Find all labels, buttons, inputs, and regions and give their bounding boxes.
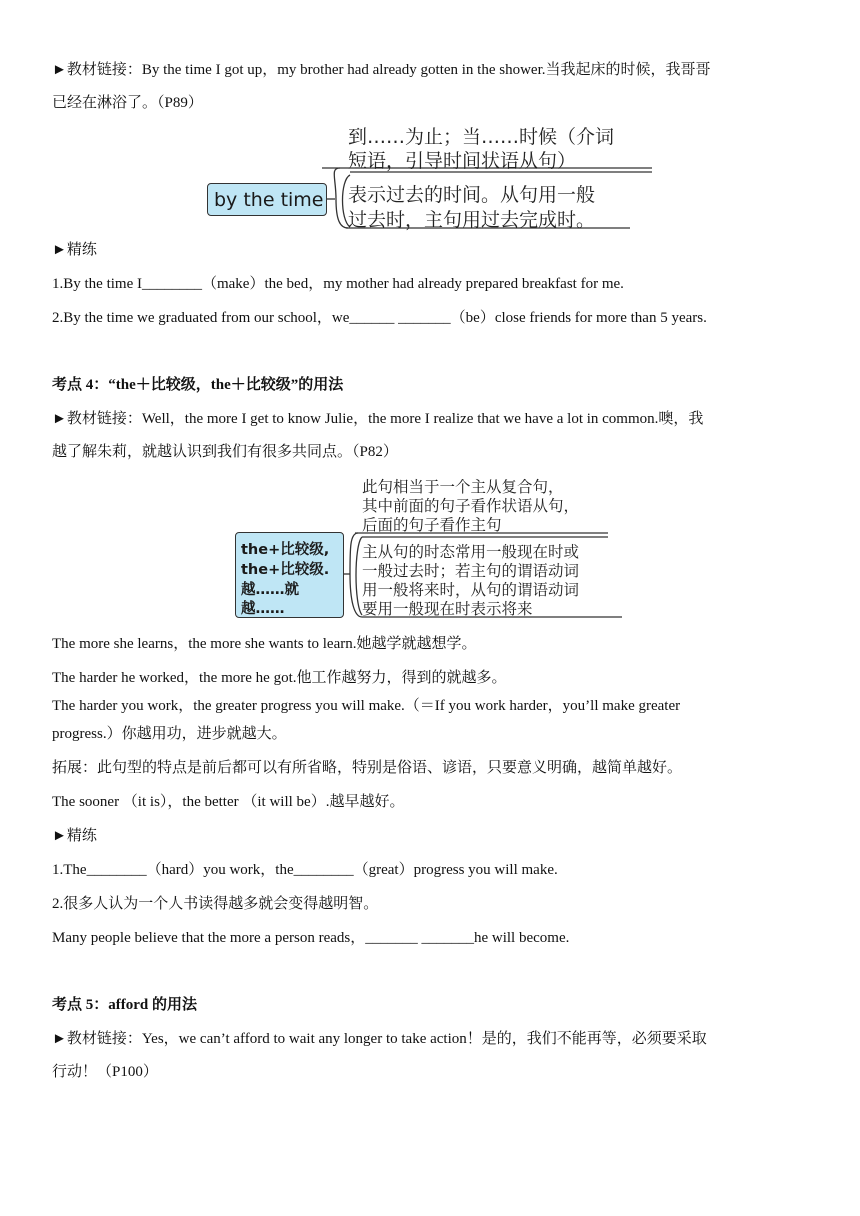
link-line: ►教材链接：Yes，we can’t afford to wait any longer to take action！是的，我们不能再等，必须要采取 <box>52 1031 707 1047</box>
link-line: ►教材链接：By the time I got up，my brother had already gotten in the shower.当我起床的时候，我哥哥 <box>52 62 711 78</box>
mindmap-root-label: 越…… <box>241 601 285 617</box>
mindmap-upper-line: 此句相当于一个主从复合句， <box>362 478 564 496</box>
mindmap-root-label: the+比较级, <box>241 542 330 558</box>
example-sentence: The harder you work，the greater progress you will make.（＝If you work harder，you’ll make greater <box>52 698 681 714</box>
link-line-continued: 已经在淋浴了。（P89） <box>52 95 203 111</box>
link-line: ►教材链接：Well，the more I get to know Julie，the more I realize that we have a lot in common.噢，我 <box>52 411 704 427</box>
mindmap-lower-line: 一般过去时；若主句的谓语动词 <box>362 562 580 580</box>
mindmap-root-label: 越……就 <box>241 582 299 598</box>
link-line-continued: 越了解朱莉，就越认识到我们有很多共同点。（P82） <box>52 444 398 460</box>
example-sentence-continued: progress.）你越用功，进步就越大。 <box>52 726 287 742</box>
exercise-item: 2.By the time we graduated from our school，we______ _______（be）close friends for more than 5 years. <box>52 310 707 326</box>
mindmap-upper-line: 其中前面的句子看作状语从句， <box>362 497 580 515</box>
section-title: 考点 4：“the＋比较级，the＋比较级”的用法 <box>52 377 344 393</box>
link-line-continued: 行动！（P100） <box>52 1064 158 1080</box>
exercise-item: 2.很多人认为一个人书读得越多就会变得越明智。 <box>52 896 379 912</box>
mindmap-root <box>235 532 344 618</box>
practice-header: ►精练 <box>52 828 97 844</box>
mindmap-lower-line: 表示过去的时间。从句用一般 <box>348 184 596 206</box>
example-sentence: The more she learns，the more she wants to learn.她越学就越想学。 <box>52 636 477 652</box>
mindmap-upper-line: 后面的句子看作主句 <box>362 516 502 534</box>
mindmap-lower-line: 主从句的时态常用一般现在时或 <box>362 543 580 561</box>
mindmap-lower-line: 用一般将来时，从句的谓语动词 <box>362 581 580 599</box>
exercise-item: 1.The________（hard）you work，the________（great）progress you will make. <box>52 862 558 878</box>
section-title: 考点 5：afford 的用法 <box>52 997 197 1013</box>
exercise-item-english: Many people believe that the more a person reads，_______ _______he will become. <box>52 930 570 946</box>
mindmap-lower-line: 要用一般现在时表示将来 <box>362 600 533 618</box>
practice-header: ►精练 <box>52 242 97 258</box>
example-sentence: The sooner （it is），the better （it will be）.越早越好。 <box>52 794 405 810</box>
mindmap-root-label: the+比较级. <box>241 562 330 578</box>
mindmap-upper-line: 短语，引导时间状语从句） <box>348 150 577 172</box>
extension-note: 拓展：此句型的特点是前后都可以有所省略，特别是俗语、谚语，只要意义明确，越简单越好。 <box>52 760 683 776</box>
mindmap-root-label: by the time <box>214 189 324 211</box>
example-sentence: The harder he worked，the more he got.他工作越努力，得到的就越多。 <box>52 670 507 686</box>
mindmap-lower-line: 过去时，主句用过去完成时。 <box>348 209 596 231</box>
mindmap-upper-line: 到……为止；当……时候（介词 <box>348 126 615 148</box>
exercise-item: 1.By the time I________（make）the bed，my mother had already prepared breakfast for me. <box>52 276 624 292</box>
